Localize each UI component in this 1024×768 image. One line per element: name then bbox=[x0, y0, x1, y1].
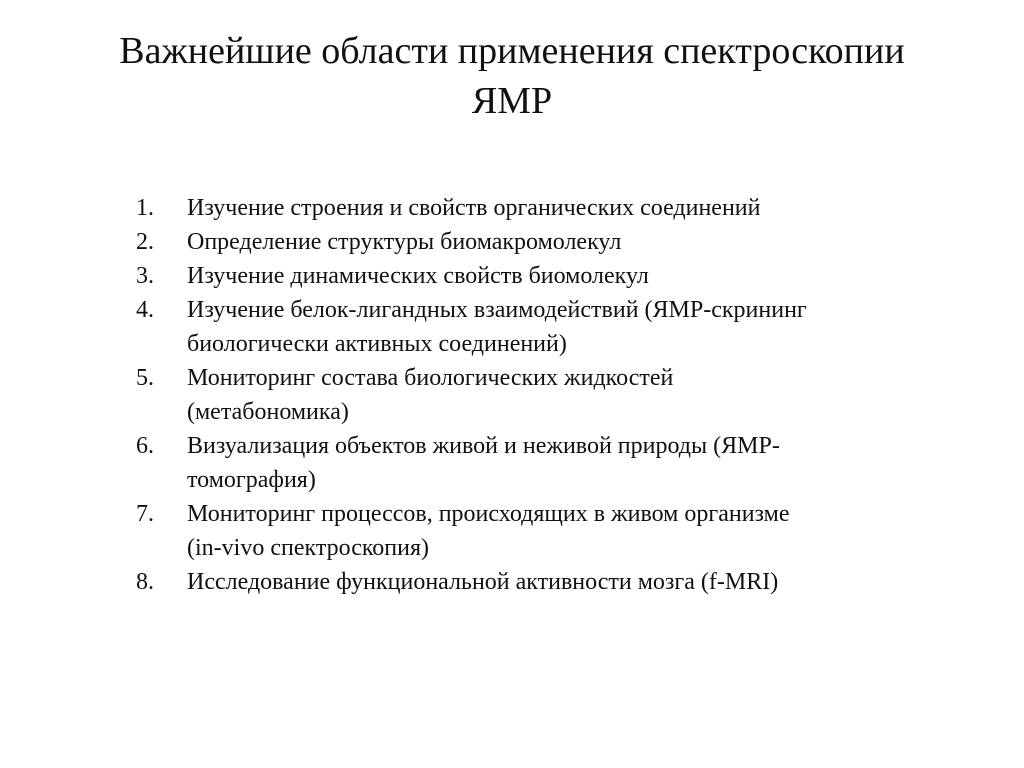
list-item-4 bbox=[136, 293, 936, 361]
list-item-text-line-2: томография) bbox=[187, 467, 316, 493]
list-number: 6. bbox=[136, 433, 154, 459]
list-item-text-line-2: (in-vivo спектроскопия) bbox=[187, 535, 430, 561]
applications-list bbox=[136, 191, 936, 599]
slide-title bbox=[60, 26, 964, 126]
list-item-6 bbox=[136, 429, 936, 497]
list-item-text-line-2: биологически активных соединений) bbox=[187, 331, 567, 357]
list-item-text-line-1: Визуализация объектов живой и неживой природы (ЯМР- bbox=[187, 433, 780, 459]
list-item-text-line-2: (метабономика) bbox=[187, 399, 349, 425]
list-number: 2. bbox=[136, 229, 154, 255]
title-line-2: ЯМР bbox=[471, 80, 553, 122]
list-item-text: Исследование функциональной активности мозга (f-MRI) bbox=[187, 569, 779, 595]
list-item-text: Определение структуры биомакромолекул bbox=[187, 229, 622, 255]
list-item-3 bbox=[136, 259, 936, 293]
list-item-8 bbox=[136, 565, 936, 599]
list-number: 4. bbox=[136, 297, 154, 323]
list-number: 1. bbox=[136, 195, 154, 221]
list-number: 5. bbox=[136, 365, 154, 391]
title-line-1: Важнейшие области применения спектроскопии bbox=[119, 30, 905, 72]
list-number: 7. bbox=[136, 501, 154, 527]
list-number: 3. bbox=[136, 263, 154, 289]
list-item-1 bbox=[136, 191, 936, 225]
list-item-text: Изучение динамических свойств биомолекул bbox=[187, 263, 649, 289]
list-item-text-line-1: Изучение белок-лигандных взаимодействий (ЯМР-скрининг bbox=[187, 297, 807, 323]
list-item-7 bbox=[136, 497, 936, 565]
list-number: 8. bbox=[136, 569, 154, 595]
list-item-text-line-1: Мониторинг состава биологических жидкостей bbox=[187, 365, 674, 391]
list-item-text: Изучение строения и свойств органических соединений bbox=[187, 195, 761, 221]
list-item-text-line-1: Мониторинг процессов, происходящих в живом организме bbox=[187, 501, 790, 527]
list-item-2 bbox=[136, 225, 936, 259]
list-item-5 bbox=[136, 361, 936, 429]
